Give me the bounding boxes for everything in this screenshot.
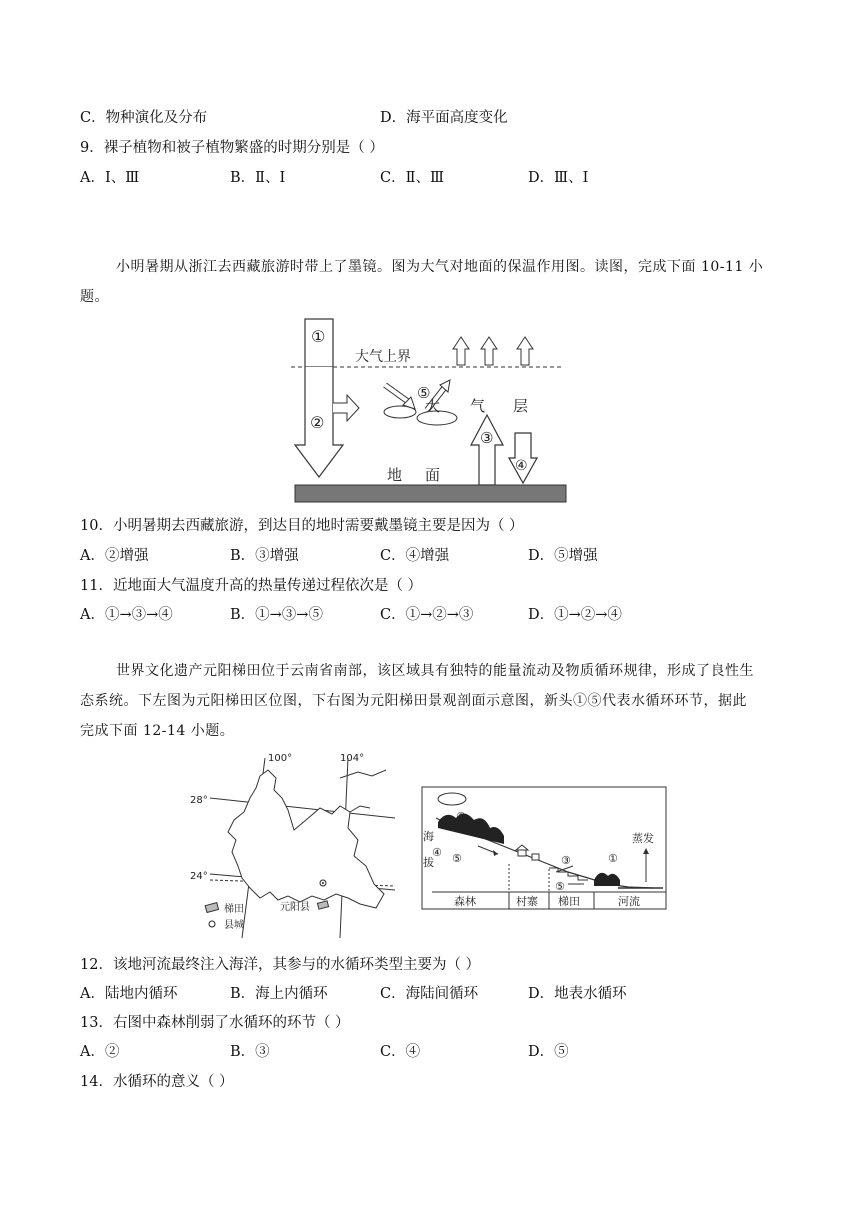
marker-4: ④ xyxy=(515,458,528,474)
marker-1: ① xyxy=(311,327,326,346)
label-ground-1: 地 xyxy=(387,466,403,484)
q13-stem: 13．右图中森林削弱了水循环的环节（ ） xyxy=(80,1015,350,1031)
legend-town-label: 县城 xyxy=(224,920,244,931)
q12-stem: 12．该地河流最终注入海洋，其参与的水循环类型主要为（ ） xyxy=(80,957,481,973)
lon-104: 104° xyxy=(340,753,365,764)
label-upper-boundary: 大气上界 xyxy=(355,349,411,365)
q12-option-b: B．海上内循环 xyxy=(230,986,328,1002)
zone-village: 村寨 xyxy=(516,895,538,908)
q9-option-b: B．Ⅱ、Ⅰ xyxy=(230,170,286,186)
ylabel-1: 海 xyxy=(423,830,434,843)
profile-marker-4: ④ xyxy=(432,846,442,859)
marker-3: ③ xyxy=(480,429,494,447)
q11-option-d: D．①→②→④ xyxy=(528,607,622,623)
q12-option-c: C．海陆间循环 xyxy=(380,986,479,1002)
q13-option-a: A．② xyxy=(80,1044,120,1060)
q12-option-d: D．地表水循环 xyxy=(528,986,627,1002)
county-label: 元阳县 xyxy=(280,902,310,913)
q9-option-c: C．Ⅱ、Ⅲ xyxy=(380,170,444,186)
profile-marker-1: ① xyxy=(608,852,618,865)
legend-terrace-icon xyxy=(205,903,218,913)
legend-town-icon xyxy=(209,921,215,927)
cloud-icon xyxy=(438,793,466,805)
passage-12-14-line1: 世界文化遗产元阳梯田位于云南省南部，该区域具有独特的能量流动及物质循环规律，形成了良性生 xyxy=(116,663,754,679)
passage-12-14-line3: 完成下面 12-14 小题。 xyxy=(80,723,235,739)
q11-option-c: C．①→②→③ xyxy=(380,607,474,623)
legend-terrace-label: 梯田 xyxy=(224,904,244,915)
zone-terrace: 梯田 xyxy=(558,895,580,908)
atmosphere-insulation-diagram xyxy=(285,315,575,505)
q11-option-a: A．①→③→④ xyxy=(80,607,173,623)
q13-option-d: D．⑤ xyxy=(528,1044,569,1060)
yunnan-outline xyxy=(228,770,384,908)
passage-10-11-line2: 题。 xyxy=(80,289,109,305)
q8-option-d: D．海平面高度变化 xyxy=(380,110,508,126)
q11-stem: 11．近地面大气温度升高的热量传递过程依次是（ ） xyxy=(80,578,423,594)
ground-bar xyxy=(295,485,566,502)
q10-option-a: A．②增强 xyxy=(80,548,149,564)
yuanyang-location-map xyxy=(190,748,400,940)
label-ground-2: 面 xyxy=(425,466,441,484)
q10-stem: 10．小明暑期去西藏旅游，到达目的地时需要戴墨镜主要是因为（ ） xyxy=(80,518,524,534)
marker-2: ② xyxy=(310,413,325,432)
label-atmosphere-1: 大 xyxy=(425,397,441,415)
profile-marker-2: ② xyxy=(456,810,466,823)
q12-option-a: A．陆地内循环 xyxy=(80,986,178,1002)
terrace-marker xyxy=(317,901,328,909)
passage-10-11-line1: 小明暑期从浙江去西藏旅游时带上了墨镜。图为大气对地面的保温作用图。读图，完成下面 10-11 小 xyxy=(116,259,764,275)
zone-river: 河流 xyxy=(618,895,640,908)
q10-option-c: C．④增强 xyxy=(380,548,450,564)
q14-stem: 14．水循环的意义（ ） xyxy=(80,1074,234,1090)
q9-option-d: D．Ⅲ、Ⅰ xyxy=(528,170,589,186)
lat-24: 24° xyxy=(190,871,208,882)
label-atmosphere-2: 气 xyxy=(470,397,486,415)
profile-marker-5b: ⑤ xyxy=(555,880,565,893)
q13-option-c: C．④ xyxy=(380,1044,421,1060)
marker-5: ⑤ xyxy=(417,384,431,402)
evaporation-label: 蒸发 xyxy=(632,832,654,845)
passage-12-14-line2: 态系统。下左图为元阳梯田区位图，下右图为元阳梯田景观剖面示意图，新头①⑤代表水循环环节，据此 xyxy=(80,693,747,709)
yuanyang-terrace-profile xyxy=(418,784,670,914)
lon-100: 100° xyxy=(268,753,293,764)
q11-option-b: B．①→③→⑤ xyxy=(230,607,323,623)
q10-option-b: B．③增强 xyxy=(230,548,299,564)
lat-28: 28° xyxy=(190,795,208,806)
passage-10-11 xyxy=(80,252,780,312)
q13-option-b: B．③ xyxy=(230,1044,270,1060)
profile-marker-3: ③ xyxy=(561,854,571,867)
label-atmosphere-3: 层 xyxy=(513,397,529,415)
q9-stem: 9．裸子植物和被子植物繁盛的时期分别是（ ） xyxy=(80,140,384,156)
q8-option-c: C．物种演化及分布 xyxy=(80,110,208,126)
q10-option-d: D．⑤增强 xyxy=(528,548,598,564)
q9-option-a: A．Ⅰ、Ⅲ xyxy=(80,170,140,186)
ylabel-2: 拔 xyxy=(423,856,434,869)
profile-marker-5a: ⑤ xyxy=(452,852,462,865)
passage-12-14 xyxy=(80,656,780,746)
zone-forest: 森林 xyxy=(454,895,476,908)
